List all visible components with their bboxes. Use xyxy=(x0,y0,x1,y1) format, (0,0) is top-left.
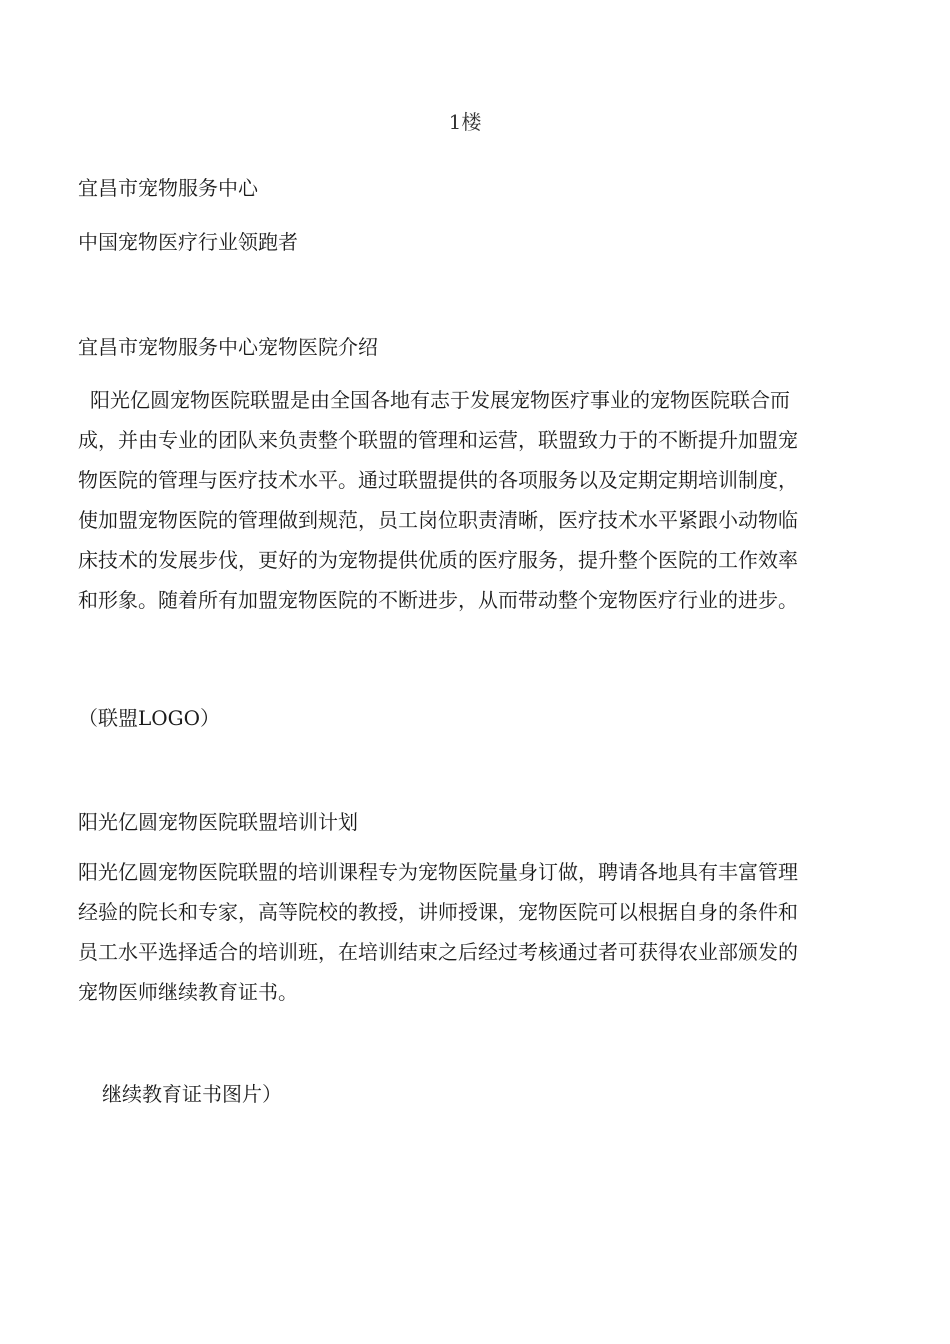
slogan: 中国宠物医疗行业领跑者 xyxy=(78,230,298,254)
paragraph-line: 使加盟宠物医院的管理做到规范，员工岗位职责清晰，医疗技术水平紧跟小动物临 xyxy=(78,508,798,532)
paragraph-line: 和形象。随着所有加盟宠物医院的不断进步，从而带动整个宠物医疗行业的进步。 xyxy=(78,588,798,612)
paragraph-line: 物医院的管理与医疗技术水平。通过联盟提供的各项服务以及定期定期培训制度， xyxy=(78,468,798,492)
paragraph-line: 宠物医师继续教育证书。 xyxy=(78,980,298,1004)
paragraph-line: 阳光亿圆宠物医院联盟的培训课程专为宠物医院量身订做，聘请各地具有丰富管理 xyxy=(78,860,798,884)
paragraph-line: 员工水平选择适合的培训班，在培训结束之后经过考核通过者可获得农业部颁发的 xyxy=(78,940,798,964)
section2-title: 阳光亿圆宠物医院联盟培训计划 xyxy=(78,810,358,834)
certificate-image-caption: 继续教育证书图片） xyxy=(102,1082,282,1106)
paragraph-line: 阳光亿圆宠物医院联盟是由全国各地有志于发展宠物医疗事业的宠物医院联合而 xyxy=(90,388,790,412)
section1-title: 宜昌市宠物服务中心宠物医院介绍 xyxy=(78,335,378,359)
logo-placeholder-caption: （联盟LOGO） xyxy=(78,706,221,730)
page-number: 1楼 xyxy=(448,110,482,134)
paragraph-line: 经验的院长和专家，高等院校的教授，讲师授课，宠物医院可以根据自身的条件和 xyxy=(78,900,798,924)
paragraph-line: 床技术的发展步伐，更好的为宠物提供优质的医疗服务，提升整个医院的工作效率 xyxy=(78,548,798,572)
section1-paragraph xyxy=(78,380,860,620)
section2-paragraph xyxy=(78,852,860,1012)
org-name: 宜昌市宠物服务中心 xyxy=(78,176,258,200)
paragraph-line: 成，并由专业的团队来负责整个联盟的管理和运营，联盟致力于的不断提升加盟宠 xyxy=(78,428,798,452)
